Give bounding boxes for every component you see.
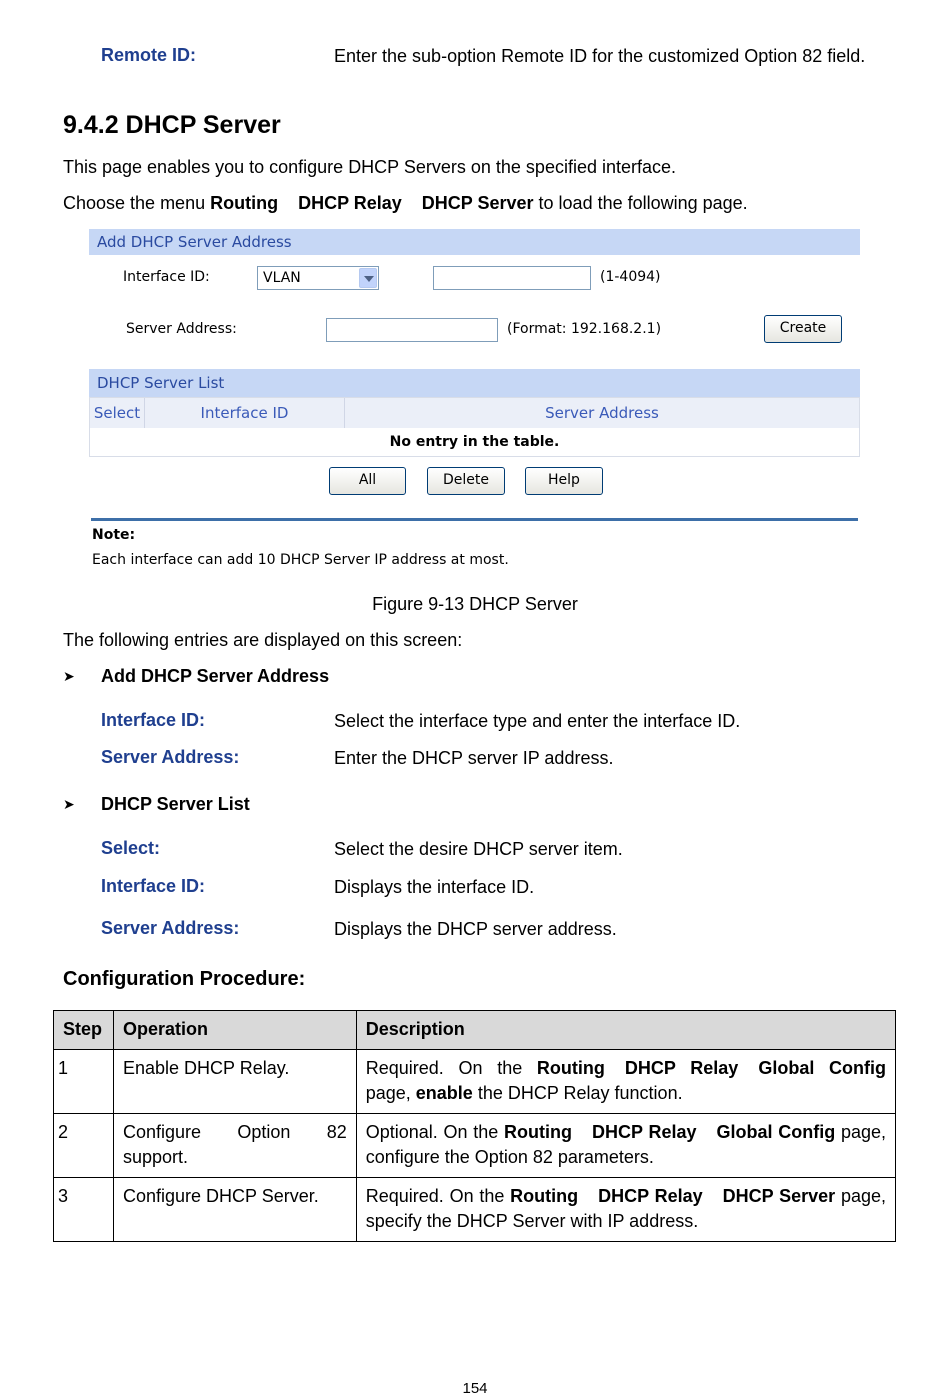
table-row — [54, 1178, 896, 1242]
server-address-input[interactable] — [326, 318, 498, 342]
section-title: 9.4.2 DHCP Server — [63, 111, 281, 139]
page-number: 154 — [462, 1380, 488, 1397]
arrow-bullet-icon: ➤ — [63, 796, 75, 812]
entries-intro: The following entries are displayed on this screen: — [63, 630, 463, 650]
server-address-format: (Format: 192.168.2.1) — [507, 321, 662, 337]
g2-desc-server-address: Displays the DHCP server address. — [334, 919, 617, 939]
g2-term-select: Select: — [101, 838, 161, 858]
help-button[interactable]: Help — [525, 467, 603, 495]
note-divider — [91, 518, 858, 521]
header-operation: Operation — [113, 1011, 356, 1050]
note-text: Each interface can add 10 DHCP Server IP address at most. — [92, 552, 509, 568]
interface-id-label: Interface ID: — [123, 269, 210, 285]
figure-caption: Figure 9-13 DHCP Server — [372, 594, 578, 614]
g2-term-server-address: Server Address: — [101, 918, 240, 938]
table-header-row — [54, 1011, 896, 1050]
operation-cell: Enable DHCP Relay. — [113, 1050, 356, 1114]
description-cell: Required. On the Routing DHCP Relay DHCP Server page, specify the DHCP Server with IP address. — [356, 1178, 895, 1242]
step-cell: 2 — [54, 1114, 114, 1178]
server-list-title: DHCP Server List — [89, 369, 860, 397]
table-row — [54, 1114, 896, 1178]
interface-type-select[interactable]: VLAN — [257, 266, 379, 290]
g1-term-interface-id: Interface ID: — [101, 710, 206, 730]
create-button[interactable]: Create — [764, 315, 842, 343]
g2-desc-select: Select the desire DHCP server item. — [334, 839, 623, 859]
column-header-server-address: Server Address — [345, 398, 859, 428]
add-panel-title: Add DHCP Server Address — [89, 229, 860, 255]
empty-table-message: No entry in the table. — [389, 434, 560, 450]
all-button[interactable]: All — [329, 467, 406, 495]
remote-id-desc: Enter the sub-option Remote ID for the customized Option 82 field. — [334, 46, 866, 66]
g1-desc-server-address: Enter the DHCP server IP address. — [334, 748, 614, 768]
description-cell: Required. On the Routing DHCP Relay Global Config page, enable the DHCP Relay function. — [356, 1050, 895, 1114]
step-cell: 3 — [54, 1178, 114, 1242]
note-title: Note: — [92, 527, 136, 543]
delete-button[interactable]: Delete — [427, 467, 505, 495]
column-header-select: Select — [90, 398, 145, 428]
column-header-interface-id: Interface ID — [145, 398, 345, 428]
interface-id-input[interactable] — [433, 266, 591, 290]
chevron-down-icon — [359, 268, 377, 288]
description-cell: Optional. On the Routing DHCP Relay Global Config page, configure the Option 82 parameters. — [356, 1114, 895, 1178]
server-list-table — [89, 397, 860, 457]
group2-title: DHCP Server List — [101, 794, 250, 814]
interface-id-range: (1-4094) — [600, 269, 661, 285]
operation-cell: Configure Option 82 support. — [113, 1114, 356, 1178]
g2-term-interface-id: Interface ID: — [101, 876, 206, 896]
procedure-table — [53, 1010, 896, 1242]
g2-desc-interface-id: Displays the interface ID. — [334, 877, 535, 897]
group1-title: Add DHCP Server Address — [101, 666, 330, 686]
g1-term-server-address: Server Address: — [101, 747, 240, 767]
arrow-bullet-icon: ➤ — [63, 668, 75, 684]
intro-text: This page enables you to configure DHCP Servers on the specified interface. — [63, 157, 677, 177]
operation-cell: Configure DHCP Server. — [113, 1178, 356, 1242]
header-description: Description — [356, 1011, 895, 1050]
menu-sentence: Choose the menu Routing DHCP Relay DHCP Server to load the following page. — [63, 193, 748, 213]
remote-id-term: Remote ID: — [101, 45, 197, 65]
table-row — [54, 1050, 896, 1114]
step-cell: 1 — [54, 1050, 114, 1114]
server-address-label: Server Address: — [126, 321, 237, 337]
g1-desc-interface-id: Select the interface type and enter the interface ID. — [334, 711, 741, 731]
procedure-title: Configuration Procedure: — [63, 968, 306, 990]
header-step: Step — [54, 1011, 114, 1050]
